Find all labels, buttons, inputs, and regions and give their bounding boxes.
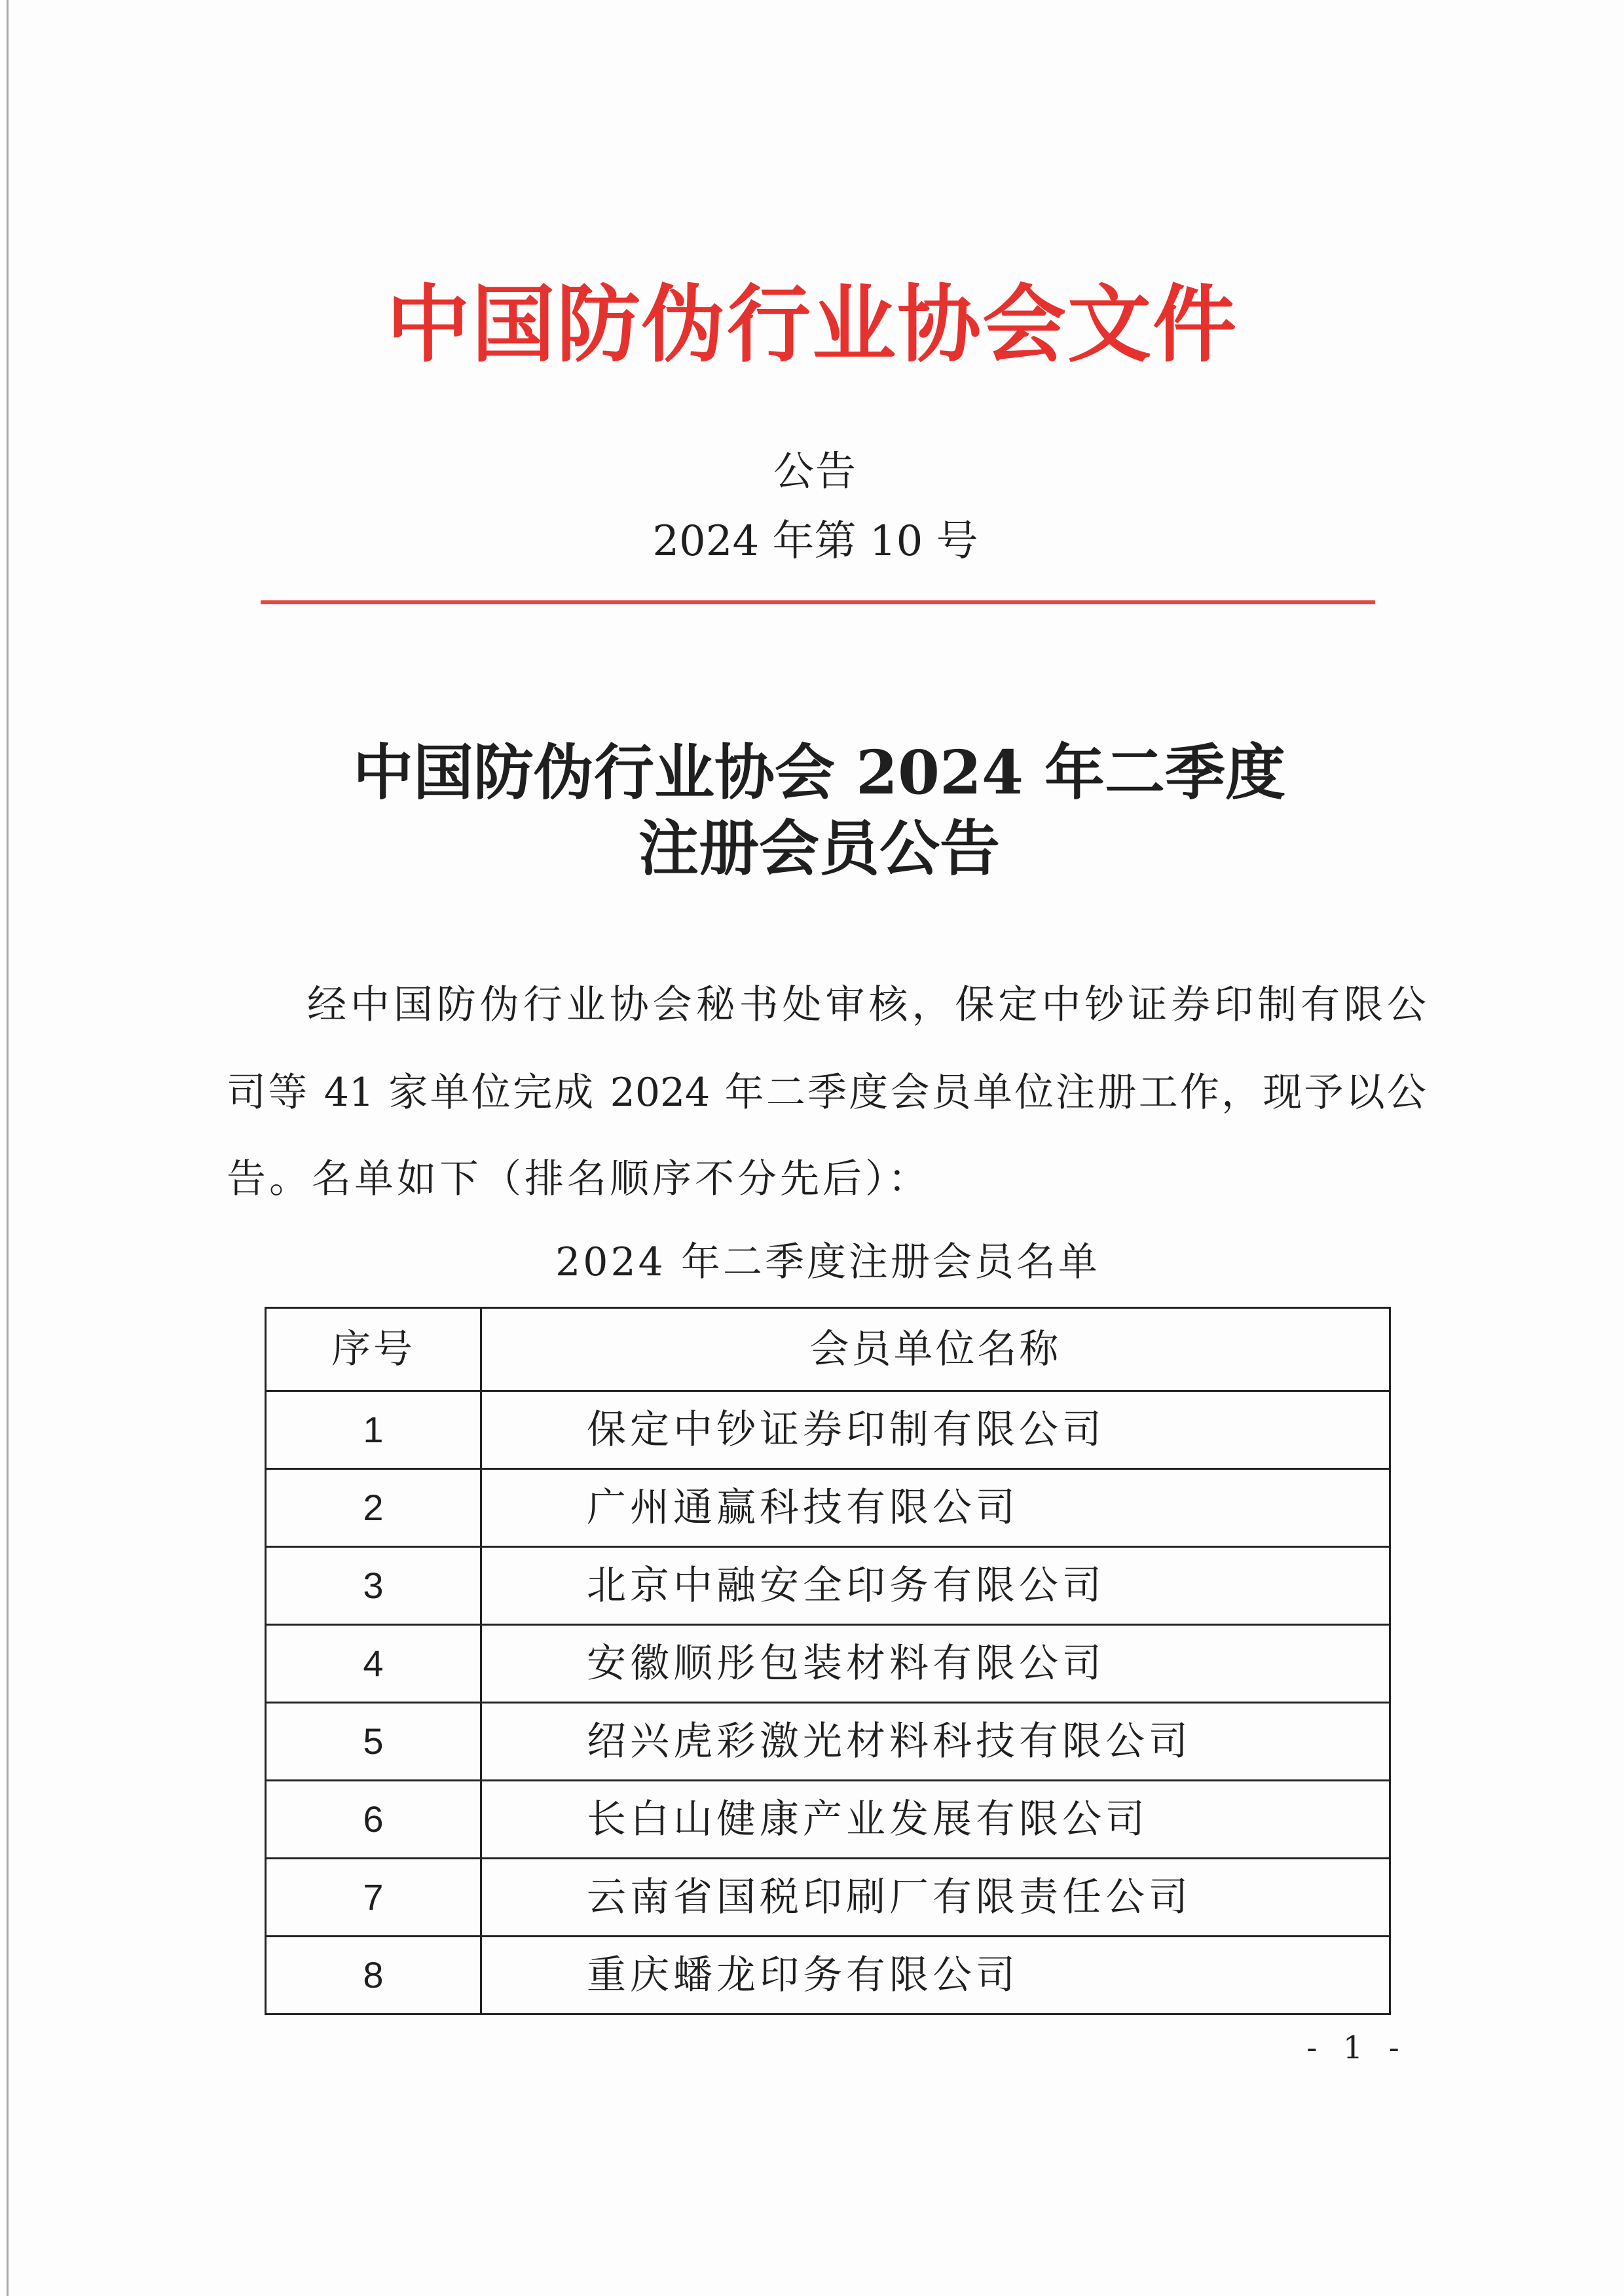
row-number-cell: 8 [266,1937,481,2014]
row-number-cell: 4 [266,1625,481,1703]
member-list-table [265,1307,1391,2015]
row-number-cell: 3 [266,1547,481,1625]
member-name-cell: 安徽顺彤包装材料有限公司 [481,1625,1390,1703]
org-document-header: 中国防伪行业协会文件 [386,276,1238,374]
member-name-cell: 绍兴虎彩激光材料科技有限公司 [481,1703,1390,1781]
member-name-cell: 长白山健康产业发展有限公司 [481,1781,1390,1859]
row-number-cell: 2 [266,1469,481,1547]
table-row [266,1703,1390,1781]
table-row [266,1547,1390,1625]
member-name-cell: 广州通赢科技有限公司 [481,1469,1390,1547]
table-row [266,1781,1390,1859]
red-header-divider [261,600,1375,604]
row-number-cell: 7 [266,1859,481,1937]
header-cell-member-name: 会员单位名称 [481,1308,1390,1391]
document-type: 公告 [773,447,857,495]
table-caption: 2024 年二季度注册会员名单 [555,1239,1100,1285]
body-line-2: 司等 41 家单位完成 2024 年二季度会员单位注册工作，现予以公 [227,1070,1426,1116]
member-name-cell: 重庆蟠龙印务有限公司 [481,1937,1390,2014]
table-row [266,1391,1390,1469]
row-number-cell: 5 [266,1703,481,1781]
member-name-cell: 云南省国税印刷厂有限责任公司 [481,1859,1390,1937]
member-name-cell: 保定中钞证券印制有限公司 [481,1391,1390,1469]
table-row [266,1937,1390,2014]
table-row [266,1625,1390,1703]
body-line-1: 经中国防伪行业协会秘书处审核，保定中钞证券印制有限公 [307,982,1426,1028]
row-number-cell: 1 [266,1391,481,1469]
member-name-cell: 北京中融安全印务有限公司 [481,1547,1390,1625]
body-line-3: 告。名单如下（排名顺序不分先后）： [227,1156,931,1202]
header-cell-number: 序号 [266,1308,481,1391]
table-row [266,1859,1390,1937]
page-number: - 1 - [1306,2030,1407,2066]
document-number: 2024 年第 10 号 [652,517,978,566]
document-title-line-2: 注册会员公告 [638,813,1000,884]
table-header-row [266,1308,1390,1391]
table-row [266,1469,1390,1547]
document-title-line-1: 中国防伪行业协会 2024 年二季度 [352,737,1286,808]
row-number-cell: 6 [266,1781,481,1859]
